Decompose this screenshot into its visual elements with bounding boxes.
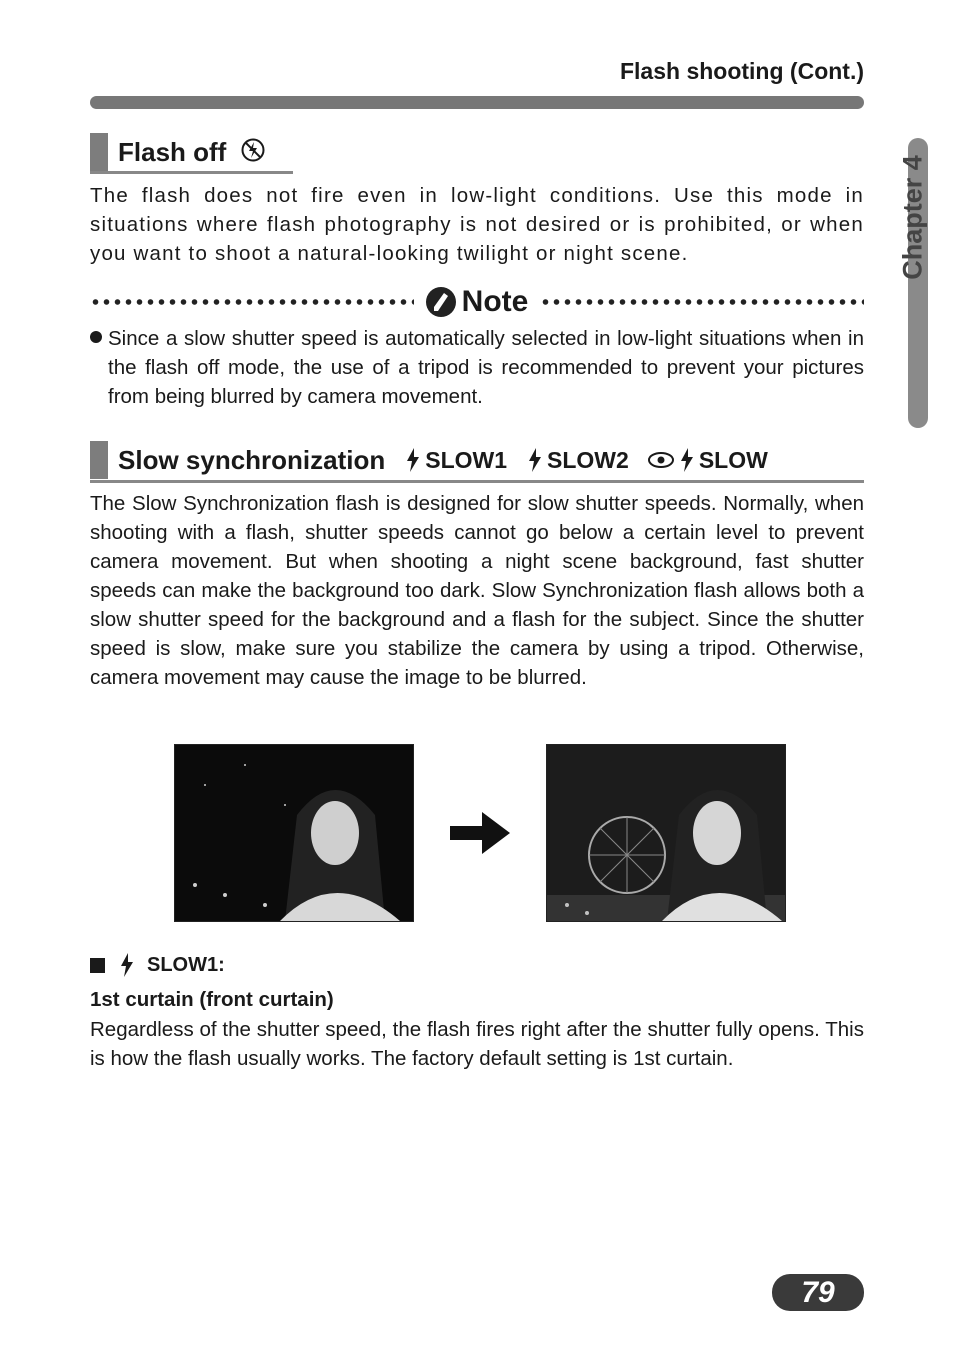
slow1-heading-label: SLOW1: [147, 953, 225, 976]
arrow-right-icon [450, 808, 510, 863]
slow-sync-body: The Slow Synchronization flash is designed for slow shutter speeds. Normally, when shooting with a flash, shutter speeds cannot go below a certain level to prevent camera movement. But when shooting a night scene background, fast shutter speeds can make the background too dark. Slow Synchronization flash allows both a slow shutter speed for the background and a flash for the subject. Since the shutter speed is slow, make sure you stabilize the camera by using a tripod. Otherwise, camera movement may cause the image to be blurred. [90, 492, 864, 689]
slow-sync-heading [90, 442, 768, 478]
flash-icon [527, 447, 543, 473]
mode-slow1-label: SLOW1 [425, 446, 508, 473]
photo-without-slow-sync [174, 744, 414, 922]
note-heading [426, 285, 529, 319]
mode-slow2 [527, 447, 629, 474]
note-divider [90, 282, 864, 322]
square-bullet-icon [90, 958, 105, 973]
slow-sync-title: Slow synchronization [118, 444, 386, 475]
flash-icon [679, 447, 695, 473]
slow-sync-underline [90, 480, 864, 483]
flash-off-heading [90, 134, 266, 170]
flash-off-title: Flash off [118, 136, 227, 167]
note-label: Note [461, 285, 529, 318]
flash-off-icon [240, 137, 266, 168]
section-marker [90, 133, 108, 171]
mode-slow-redeye [647, 447, 768, 474]
chapter-tab-label: Chapter 4 [897, 155, 928, 280]
section-marker [90, 441, 108, 479]
photo-with-slow-sync [546, 744, 786, 922]
mode-slow2-label: SLOW2 [547, 446, 629, 473]
mode-slow-label: SLOW [698, 446, 768, 473]
note-pencil-icon [426, 287, 456, 317]
running-header: Flash shooting (Cont.) [619, 58, 864, 84]
page-number: 79 [772, 1274, 864, 1311]
header-rule [90, 96, 864, 109]
bullet-icon [90, 331, 102, 343]
note-bullet-text: Since a slow shutter speed is automatically selected in low-light situations when in the flash off mode, the use of a tripod is recommended to prevent your pictures from being blurred by camera movement. [108, 327, 864, 408]
flash-off-underline [90, 171, 293, 174]
dotted-rule-left [90, 299, 414, 305]
slow1-heading [90, 952, 225, 978]
red-eye-icon [647, 450, 675, 470]
slow1-body: Regardless of the shutter speed, the flash fires right after the shutter fully opens. This is how the flash usually works. The factory default setting is 1st curtain. [90, 1018, 864, 1070]
chapter-tab-label-wrap [893, 140, 933, 300]
dotted-rule-right [540, 299, 864, 305]
slow1-subheading: 1st curtain (front curtain) [90, 988, 334, 1011]
flash-icon [119, 952, 135, 978]
flash-off-body: The flash does not fire even in low-light conditions. Use this mode in situations where flash photography is not desired or is prohibited, or when you want to shoot a natural-looking twilight or night scene. [90, 184, 864, 265]
mode-slow1 [405, 447, 507, 474]
flash-icon [405, 447, 421, 473]
